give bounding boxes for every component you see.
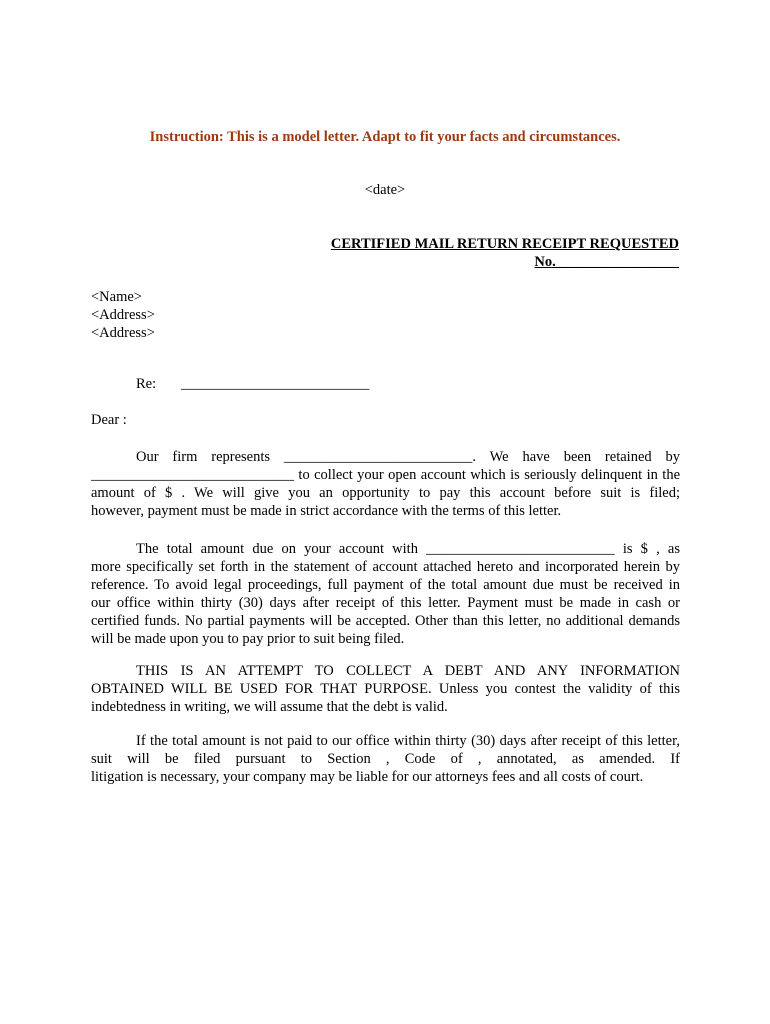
paragraph-legal-action <box>91 732 680 786</box>
recipient-address-line-2: <Address> <box>91 325 155 341</box>
paragraph-line: The total amount due on your account with __________________________ is $ , as <box>136 541 680 557</box>
paragraph-line: THIS IS AN ATTEMPT TO COLLECT A DEBT AND ANY INFORMATION <box>136 663 680 679</box>
certified-mail-heading <box>331 235 679 271</box>
re-label: Re: <box>136 376 157 392</box>
paragraph-amount-due <box>91 540 680 648</box>
paragraph-line: however, payment must be made in strict accordance with the terms of this letter. <box>91 503 562 519</box>
paragraph-line: will be made upon you to pay prior to suit being filed. <box>91 631 405 647</box>
paragraph-line: suit will be filed pursuant to Section , Code of , annotated, as amended. If <box>91 751 680 767</box>
paragraph-line: OBTAINED WILL BE USED FOR THAT PURPOSE. Unless you contest the validity of this <box>91 681 680 697</box>
instruction-note: Instruction: This is a model letter. Adapt to fit your facts and circumstances. <box>149 129 621 145</box>
re-blank: __________________________ <box>181 376 370 392</box>
paragraph-debt-notice <box>91 662 680 716</box>
certified-mail-line: CERTIFIED MAIL RETURN RECEIPT REQUESTED <box>330 236 679 252</box>
paragraph-line: litigation is necessary, your company may be liable for our attorneys fees and all costs of court. <box>91 769 644 785</box>
paragraph-line: certified funds. No partial payments will be accepted. Other than this letter, no additional demands <box>91 613 680 629</box>
recipient-address-block <box>91 288 155 342</box>
paragraph-line: amount of $ . We will give you an opportunity to pay this account before suit is filed; <box>91 485 680 501</box>
paragraph-line: Our firm represents __________________________. We have been retained by <box>136 449 680 465</box>
salutation: Dear : <box>91 412 127 428</box>
paragraph-line: our office within thirty (30) days after receipt of this letter. Payment must be made in cash or <box>91 595 680 611</box>
paragraph-line: indebtedness in writing, we will assume that the debt is valid. <box>91 699 448 715</box>
paragraph-representation <box>91 448 680 520</box>
recipient-name: <Name> <box>91 289 142 305</box>
re-line <box>136 376 370 393</box>
certified-number-line: No._________________ <box>534 254 679 270</box>
paragraph-line: ____________________________ to collect your open account which is seriously delinquent in the <box>91 467 680 483</box>
recipient-address-line-1: <Address> <box>91 307 155 323</box>
paragraph-line: reference. To avoid legal proceedings, full payment of the total amount due must be received in <box>91 577 680 593</box>
date-placeholder: <date> <box>364 182 406 198</box>
paragraph-line: If the total amount is not paid to our office within thirty (30) days after receipt of this letter, <box>136 733 680 749</box>
paragraph-line: more specifically set forth in the statement of account attached hereto and incorporated herein by <box>91 559 680 575</box>
